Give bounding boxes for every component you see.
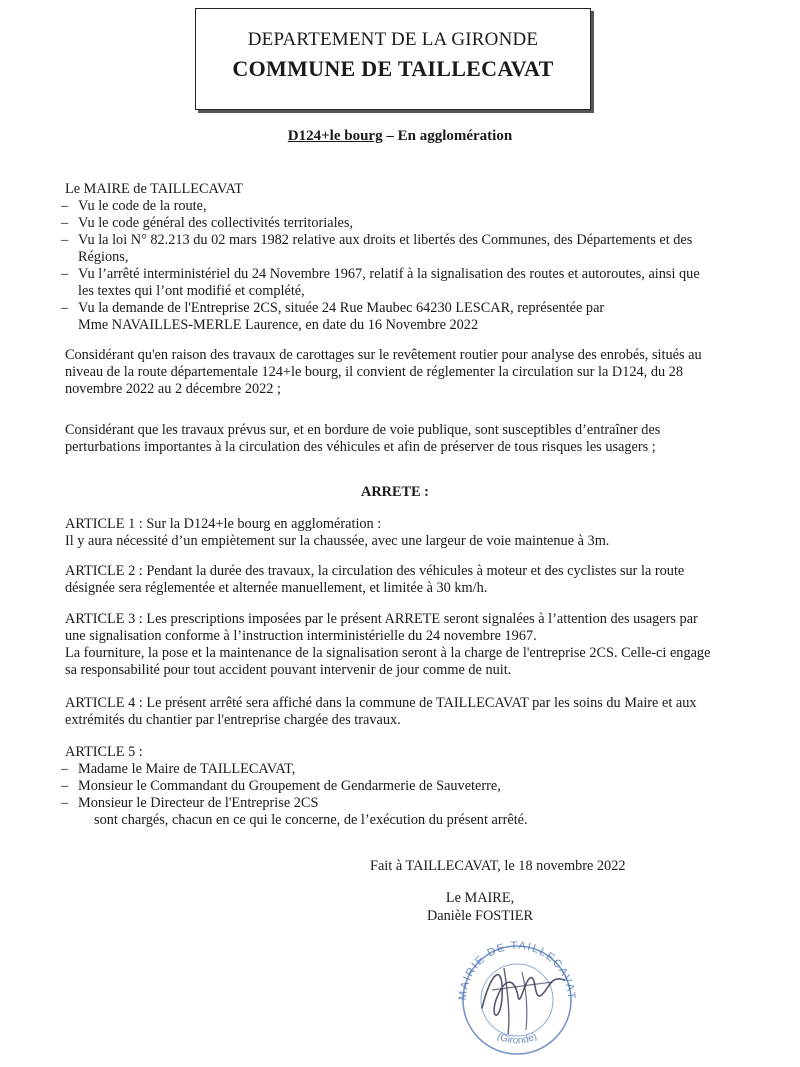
vu-item: – Vu le code de la route, [65, 198, 725, 215]
vu-item: – Vu le code général des collectivités territoriales, [65, 215, 725, 232]
considerant-line: perturbations importantes à la circulation des véhicules et afin de préserver de tous risques les usagers ; [65, 439, 656, 455]
considerant-line: Considérant qu'en raison des travaux de carottages sur le revêtement routier pour analyse des enrobés, situés au [65, 347, 702, 363]
article-line: ARTICLE 3 : Les prescriptions imposées par le présent ARRETE seront signalées à l’attention des usagers par [65, 611, 698, 627]
considerant-2 [65, 422, 725, 456]
considerant-line: novembre 2022 au 2 décembre 2022 ; [65, 381, 281, 397]
preamble [65, 181, 725, 334]
mayor-line: Le MAIRE de TAILLECAVAT [65, 181, 243, 197]
article-2 [65, 563, 725, 597]
recipient-item: – Madame le Maire de TAILLECAVAT, [65, 761, 725, 778]
vu-item-continuation: Mme NAVAILLES-MERLE Laurence, en date du 16 Novembre 2022 [78, 317, 479, 333]
recipient-item: – Monsieur le Directeur de l'Entreprise 2CS [65, 795, 725, 812]
subject-line [0, 128, 800, 145]
article-line: désignée sera réglementée et alternée manuellement, et limitée à 30 km/h. [65, 580, 488, 596]
svg-text:(Gironde) [495, 1031, 538, 1046]
vu-item: – Vu la loi N° 82.213 du 02 mars 1982 relative aux droits et libertés des Communes, des Départements et des [65, 232, 725, 249]
article-line: extrémités du chantier par l'entreprise chargée des travaux. [65, 712, 401, 728]
article-line: Il y aura nécessité d’un empiètement sur la chaussée, avec une largeur de voie maintenue à 3m. [65, 533, 610, 549]
considerant-line: niveau de la route départementale 124+le bourg, il convient de réglementer la circulation sur la D124, du 28 [65, 364, 683, 380]
article-line: La fourniture, la pose et la maintenance de la signalisation seront à la charge de l'entreprise 2CS. Celle-ci engage [65, 645, 711, 661]
arrete-heading: ARRETE : [361, 484, 429, 500]
vu-item: – Vu l’arrêté interministériel du 24 Novembre 1967, relatif à la signalisation des routes et autoroutes, ainsi que [65, 266, 725, 283]
subject-rest: – En agglomération [382, 128, 513, 144]
stamp-bottom-text: (Gironde) [495, 1031, 539, 1047]
vu-item-continuation: les textes qui l’ont modifié et complété, [78, 283, 305, 299]
article-line: ARTICLE 1 : Sur la D124+le bourg en agglomération : [65, 516, 382, 532]
subject-road: D124+le bourg [287, 128, 383, 144]
article-line: ARTICLE 2 : Pendant la durée des travaux, la circulation des véhicules à moteur et des cyclistes sur la route [65, 563, 685, 579]
header-box [195, 8, 591, 110]
article-line: une signalisation conforme à l’instruction interministérielle du 24 novembre 1967. [65, 628, 537, 644]
vu-item-continuation: Régions, [78, 249, 129, 265]
article-1 [65, 516, 725, 550]
article-5 [65, 744, 725, 829]
article-5-title: ARTICLE 5 : [65, 744, 143, 760]
signatory-name: Danièle FOSTIER [426, 908, 534, 924]
mairie-stamp [452, 938, 582, 1056]
article-3 [65, 611, 725, 679]
recipient-item: – Monsieur le Commandant du Groupement de Gendarmerie de Sauveterre, [65, 778, 725, 795]
commune-title: COMMUNE DE TAILLECAVAT [232, 56, 554, 81]
article-4 [65, 695, 725, 729]
stamp-text: MAIRIE DE TAILLECAVAT [456, 939, 578, 1001]
considerant-line: Considérant que les travaux prévus sur, et en bordure de voie publique, sont susceptibles d’entraîner des [65, 422, 661, 438]
vu-item: – Vu la demande de l'Entreprise 2CS, située 24 Rue Maubec 64230 LESCAR, représentée par [65, 300, 725, 317]
department-title: DEPARTEMENT DE LA GIRONDE [247, 29, 539, 50]
place-date: Fait à TAILLECAVAT, le 18 novembre 2022 [370, 858, 626, 874]
article-line: sa responsabilité pour tout accident pouvant intervenir de jour comme de nuit. [65, 662, 512, 678]
signature-title: Le MAIRE, [445, 890, 515, 906]
considerant-1 [65, 347, 725, 398]
article-line: ARTICLE 4 : Le présent arrêté sera affiché dans la commune de TAILLECAVAT par les soins du Maire et aux [65, 695, 697, 711]
article-5-closing: sont chargés, chacun en ce qui le concerne, de l’exécution du présent arrêté. [94, 812, 528, 828]
